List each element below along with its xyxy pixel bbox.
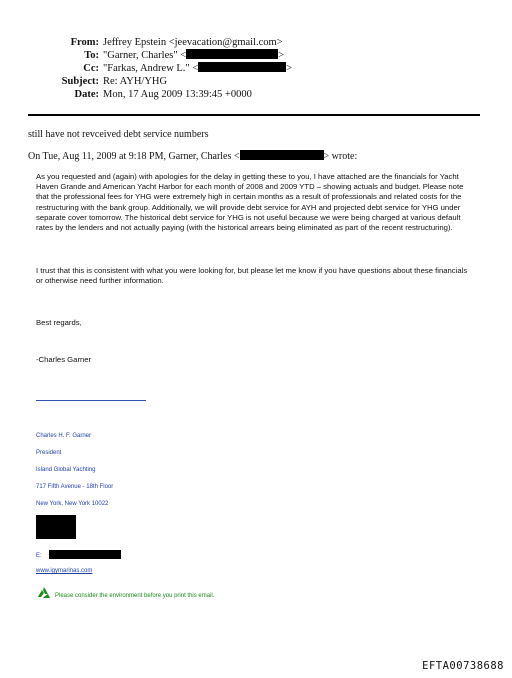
signature-separator (36, 400, 146, 401)
signature-name: Charles H. F. Garner (36, 433, 92, 439)
from-value: Jeffrey Epstein <jeevacation@gmail.com> (103, 37, 283, 48)
sign-name: -Charles Garner (36, 355, 92, 364)
quote-intro-prefix: On Tue, Aug 11, 2009 at 9:18 PM, Garner, Charles < (28, 151, 240, 162)
subject-row (24, 75, 324, 88)
closing: Best regards, (36, 318, 82, 327)
signature-company: Island Global Yachting (36, 467, 96, 473)
quote-intro-suffix: > wrote: (323, 151, 358, 162)
email-header (24, 36, 324, 106)
to-row (24, 49, 324, 62)
cc-value-prefix: "Farkas, Andrew L." < (103, 63, 199, 74)
header-divider (28, 114, 480, 116)
signature-address-1: 717 Fifth Avenue - 18th Floor (36, 484, 114, 490)
signature-email-row (36, 550, 121, 559)
to-value-suffix: > (278, 50, 285, 61)
from-row (24, 36, 324, 49)
quoted-message-2 (36, 266, 476, 286)
cc-value (103, 62, 292, 75)
redaction-box (198, 62, 286, 72)
to-value-prefix: "Garner, Charles" < (103, 50, 187, 61)
redaction-box (49, 550, 121, 559)
to-value (103, 49, 284, 62)
quoted-paragraph: As you requested and (again) with apologies for the delay in getting these to you, I have attached are the financials for Yacht Haven Grande and American Yacht Harbor for each month of 2008 and 2009 YTD – showing actuals and budget. Please note that the professional fees for YHG were extremely high in certain months as a result of professionals and related costs for the restructuring with the bank group. Additionally, we will provide debt service for AYH and projected debt service for YHG under separate cover tomorrow. The historical debt service for YHG is not useful because we were being charged at various default rates by the lenders and not actually paying (with the historical arrears being eliminated as part of the recent restructuring). (36, 172, 464, 233)
cc-value-suffix: > (286, 63, 293, 74)
date-label: Date: (74, 89, 99, 100)
quoted-message (36, 172, 476, 233)
redaction-box (36, 515, 76, 539)
date-row (24, 88, 324, 101)
date-value: Mon, 17 Aug 2009 13:39:45 +0000 (103, 89, 252, 100)
document-id: EFTA00738688 (422, 660, 504, 672)
subject-label: Subject: (61, 76, 99, 87)
cc-row (24, 62, 324, 75)
email-label: E: (36, 553, 42, 559)
redaction-box (186, 49, 278, 59)
cc-label: Cc: (83, 63, 99, 74)
signature-title: President (36, 450, 62, 456)
signature-address-2: New York, New York 10022 (36, 501, 109, 507)
recycle-icon (36, 585, 52, 601)
website-link[interactable]: www.igymarinas.com (36, 568, 93, 574)
to-label: To: (84, 50, 99, 61)
quote-intro (28, 150, 357, 163)
subject-value: Re: AYH/YHG (103, 76, 168, 87)
eco-notice: Please consider the environment before you print this email. (55, 593, 215, 599)
reply-text: still have not revceived debt service numbers (28, 129, 209, 140)
from-label: From: (70, 37, 99, 48)
quoted-paragraph: I trust that this is consistent with what you were looking for, but please let me know if you have questions about these financials or otherwise need further information. (36, 266, 468, 286)
redaction-box (240, 150, 324, 160)
